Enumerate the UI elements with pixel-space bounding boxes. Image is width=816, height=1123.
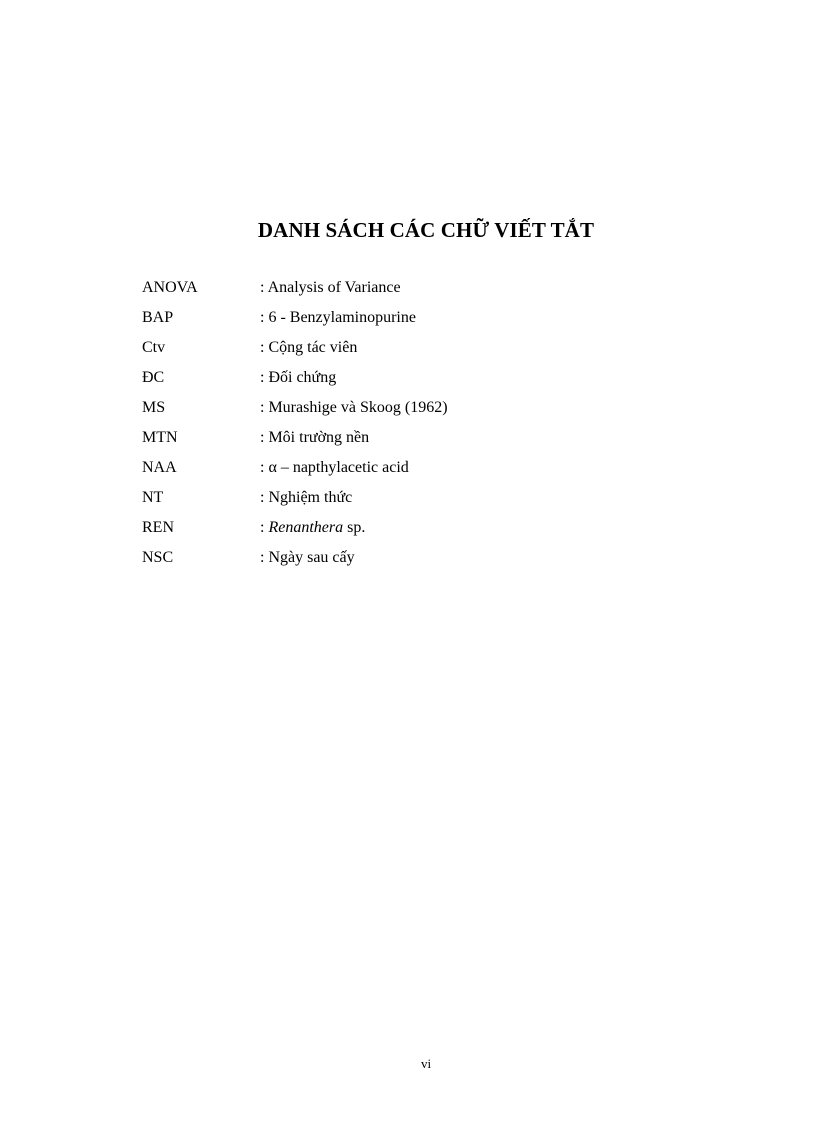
abbreviation-definition: : 6 - Benzylaminopurine: [260, 309, 416, 326]
abbreviation-row: [142, 306, 702, 336]
abbreviation-definition: : Analysis of Variance: [260, 279, 401, 296]
abbreviation-term: MTN: [142, 429, 178, 446]
definition-prefix: :: [260, 519, 269, 536]
abbreviation-row: [142, 516, 702, 546]
abbreviation-row: [142, 276, 702, 306]
abbreviation-row: [142, 546, 702, 576]
abbreviation-term: NT: [142, 489, 164, 506]
abbreviation-definition: : Đối chứng: [260, 369, 337, 386]
abbreviation-definition: : Nghiệm thức: [260, 489, 353, 506]
abbreviation-definition: : Murashige và Skoog (1962): [260, 399, 448, 416]
page-title: DANH SÁCH CÁC CHỮ VIẾT TẮT: [257, 218, 595, 242]
abbreviation-term: ANOVA: [142, 279, 198, 296]
abbreviation-row: [142, 396, 702, 426]
abbreviation-row: [142, 426, 702, 456]
abbreviation-definition: : Ngày sau cấy: [260, 549, 355, 566]
abbreviation-row: [142, 366, 702, 396]
abbreviation-term: NSC: [142, 549, 174, 566]
abbreviation-row: [142, 456, 702, 486]
abbreviation-list: [142, 276, 702, 576]
abbreviation-term: REN: [142, 519, 174, 536]
abbreviation-definition: : α – napthylacetic acid: [260, 459, 409, 476]
abbreviation-row: [142, 336, 702, 366]
abbreviation-term: MS: [142, 399, 166, 416]
page-number: vi: [420, 1056, 432, 1071]
abbreviation-definition: [260, 516, 365, 540]
abbreviation-term: NAA: [142, 459, 177, 476]
abbreviation-term: Ctv: [142, 339, 166, 356]
definition-suffix: sp.: [343, 519, 366, 536]
abbreviation-term: BAP: [142, 309, 174, 326]
abbreviation-definition: : Cộng tác viên: [260, 339, 358, 356]
abbreviation-row: [142, 486, 702, 516]
definition-italic-genus: Renanthera: [268, 519, 344, 536]
abbreviation-definition: : Môi trường nền: [260, 429, 370, 446]
abbreviation-term: ĐC: [142, 369, 165, 386]
